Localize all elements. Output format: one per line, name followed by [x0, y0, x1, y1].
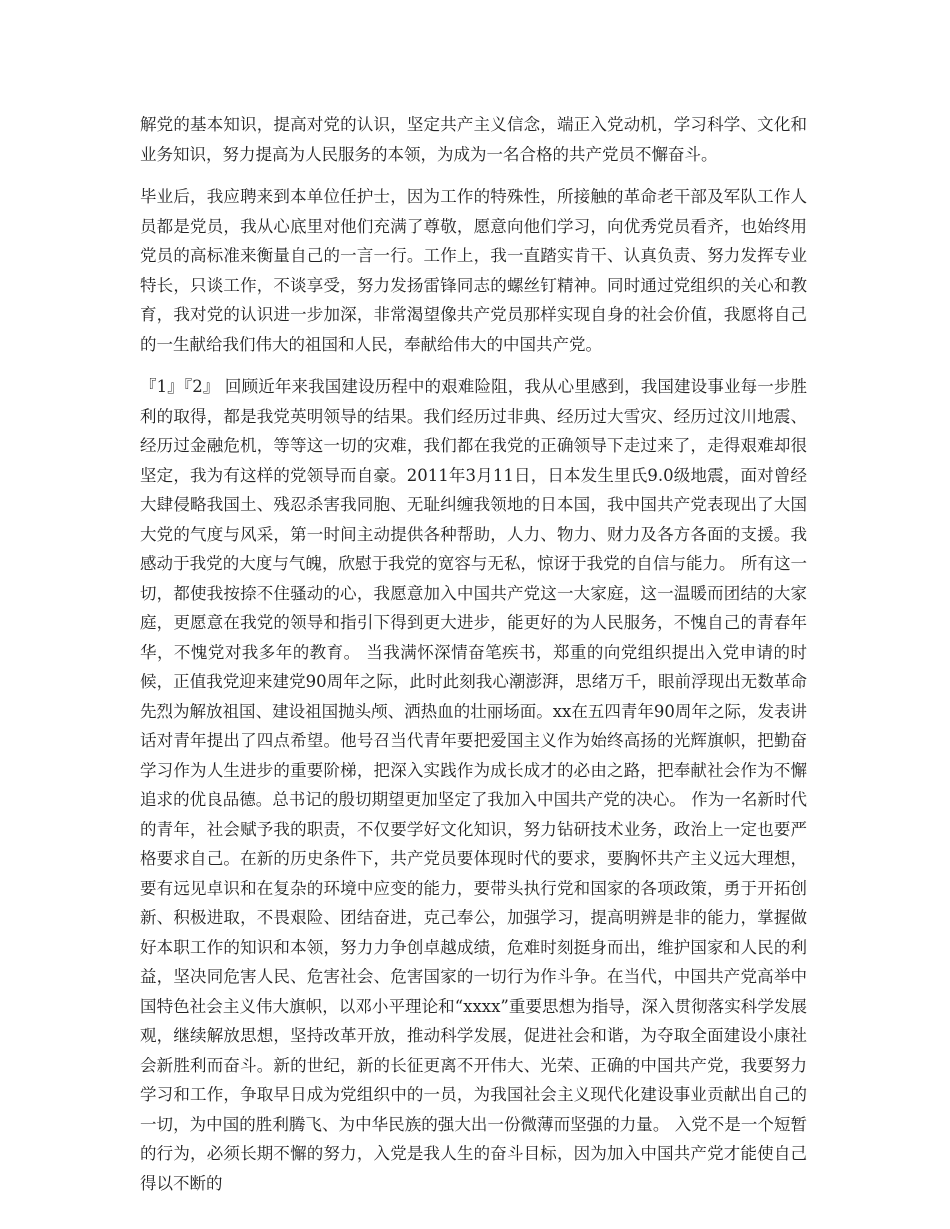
paragraph-1: 解党的基本知识，提高对党的认识，坚定共产主义信念，端正入党动机，学习科学、文化和业务知识，努力提高为人民服务的本领，为成为一名合格的共产党员不懈奋斗。	[140, 115, 807, 164]
document-page	[140, 110, 807, 1198]
paragraph-3: 『1』『2』 回顾近年来我国建设历程中的艰难险阻，我从心里感到，我国建设事业每一步胜利的取得，都是我党英明领导的结果。我们经历过非典、经历过大雪灾、经历过汶川地震、经历过金融危机，等等这一切的灾难，我们都在我党的正确领导下走过来了，走得艰难却很坚定，我为有这样的党领导而自豪。2011年3月11日，日本发生里氏9.0级地震，面对曾经大肆侵略我国土、残忍杀害我同胞、无耻纠缠我领地的日本国，我中国共产党表现出了大国大党的气度与风采，第一时间主动提供各种帮助，人力、物力、财力及各方各面的支援。我感动于我党的大度与气魄，欣慰于我党的宽容与无私，惊讶于我党的自信与能力。 所有这一切，都使我按捺不住骚动的心，我愿意加入中国共产党这一大家庭，这一温暖而团结的大家庭，更愿意在我党的领导和指引下得到更大进步，能更好的为人民服务，不愧自己的青春年华，不愧党对我多年的教育。 当我满怀深情奋笔疾书，郑重的向党组织提出入党申请的时候，正值我党迎来建党90周年之际，此时此刻我心潮澎湃，思绪万千，眼前浮现出无数革命先烈为解放祖国、建设祖国抛头颅、洒热血的壮丽场面。xx在五四青年90周年之际，发表讲话对青年提出了四点希望。他号召当代青年要把爱国主义作为始终高扬的光辉旗帜，把勤奋学习作为人生进步的重要阶梯，把深入实践作为成长成才的必由之路，把奉献社会作为不懈追求的优良品德。总书记的殷切期望更加坚定了我加入中国共产党的决心。 作为一名新时代的青年，社会赋予我的职责，不仅要学好文化知识，努力钻研技术业务，政治上一定也要严格要求自己。在新的历史条件下，共产党员要体现时代的要求，要胸怀共产主义远大理想，要有远见卓识和在复杂的环境中应变的能力，要带头执行党和国家的各项政策，勇于开拓创新、积极进取，不畏艰险、团结奋进，克己奉公，加强学习，提高明辨是非的能力，掌握做好本职工作的知识和本领，努力力争创卓越成绩，危难时刻挺身而出，维护国家和人民的利益，坚决同危害人民、危害社会、危害国家的一切行为作斗争。在当代，中国共产党高举中国特色社会主义伟大旗帜，以邓小平理论和“xxxx”重要思想为指导，深入贯彻落实科学发展观，继续解放思想，坚持改革开放，推动科学发展，促进社会和谐，为夺取全面建设小康社会新胜利而奋斗。新的世纪，新的长征更离不开伟大、光荣、正确的中国共产党，我要努力学习和工作，争取早日成为党组织中的一员，为我国社会主义现代化建设事业贡献出自己的一切，为中国的胜利腾飞、为中华民族的强大出一份微薄而坚强的力量。 入党不是一个短暂的行为，必须长期不懈的努力，入党是我人生的奋斗目标，因为加入中国共产党才能使自己得以不断的	[140, 377, 807, 1193]
paragraph-2: 毕业后，我应聘来到本单位任护士，因为工作的特殊性，所接触的革命老干部及军队工作人员都是党员，我从心底里对他们充满了尊敬，愿意向他们学习，向优秀党员看齐，也始终用党员的高标准来衡量自己的一言一行。工作上，我一直踏实肯干、认真负责、努力发挥专业特长，只谈工作，不谈享受，努力发扬雷锋同志的螺丝钉精神。同时通过党组织的关心和教育，我对党的认识进一步加深，非常渴望像共产党员那样实现自身的社会价值，我愿将自己的一生献给我们伟大的祖国和人民，奉献给伟大的中国共产党。	[140, 187, 807, 354]
